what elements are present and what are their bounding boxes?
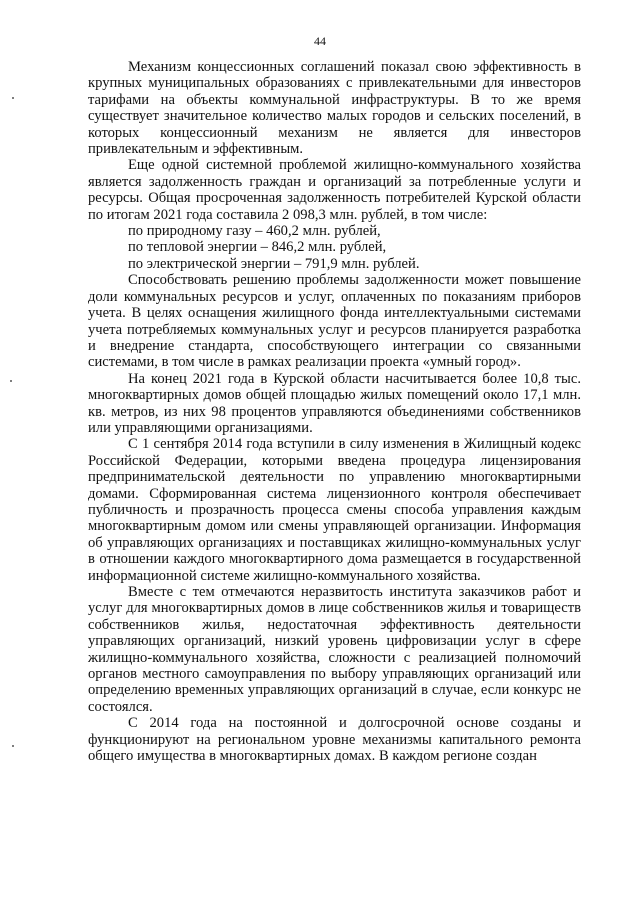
paragraph: Механизм концессионных соглашений показал свою эффективность в крупных муниципальных образованиях с привлекательными для инвесторов тарифами на объекты коммунальной инфраструктуры. В то же время существует значительное количество малых городов и сельских поселений, в которых концессионный механизм не является для инвесторов привлекательным и эффективным. (88, 59, 581, 158)
list-item: по тепловой энергии – 846,2 млн. рублей, (128, 239, 387, 256)
paragraph: Способствовать решению проблемы задолженности может повышение доли коммунальных ресурсов и услуг, оплаченных по показаниям приборов учета. В целях оснащения жилищного фонда интеллектуальными системами учета потребляемых коммунальных услуг и ресурсов планируется разработка и внедрение стандарта, способствующего интеграции со связанными системами, в том числе в рамках реализации проекта «умный город». (88, 272, 581, 371)
list-item: по электрической энергии – 791,9 млн. рублей. (128, 255, 420, 272)
page-number: 44 (314, 34, 326, 48)
paragraph: С 2014 года на постоянной и долгосрочной основе созданы и функционируют на региональном уровне механизмы капитального ремонта общего имущества в многоквартирных домах. В каждом регионе создан (88, 715, 581, 765)
scan-speck (12, 745, 14, 747)
scan-speck (10, 380, 12, 382)
list-item: по природному газу – 460,2 млн. рублей, (128, 223, 381, 240)
paragraph: Еще одной системной проблемой жилищно-коммунального хозяйства является задолженность граждан и организаций за потребленные услуги и ресурсы. Общая просроченная задолженность потребителей Курской области по итогам 2021 года составила 2 098,3 млн. рублей, в том числе: (88, 157, 581, 223)
paragraph: С 1 сентября 2014 года вступили в силу изменения в Жилищный кодекс Российской Федерации, которыми введена процедура лицензирования предпринимательской деятельности по управлению многоквартирными домами. Сформированная система лицензионного контроля обеспечивает публичность и прозрачность процесса смены способа управления каждым многоквартирным домом или смены управляющей организации. Информация об управляющих организациях и поставщиках жилищно-коммунальных услуг в отношении каждого многоквартирного дома размещается в государственной информационной системе жилищно-коммунального хозяйства. (88, 436, 581, 584)
scan-speck (12, 97, 14, 99)
document-body (88, 59, 581, 764)
paragraph: На конец 2021 года в Курской области насчитывается более 10,8 тыс. многоквартирных домов общей площадью жилых помещений около 17,1 млн. кв. метров, из них 98 процентов управляются объединениями собственников или управляющими организациями. (88, 370, 581, 436)
paragraph: Вместе с тем отмечаются неразвитость института заказчиков работ и услуг для многоквартирных домов в лице собственников жилья и товариществ собственников жилья, недостаточная эффективность деятельности управляющих организаций, низкий уровень цифровизации услуг в сфере жилищно-коммунального хозяйства, сложности с реализацией полномочий органов местного самоуправления по выбору управляющих организаций или определению временных управляющих организаций в случае, если конкурс не состоялся. (88, 584, 581, 715)
